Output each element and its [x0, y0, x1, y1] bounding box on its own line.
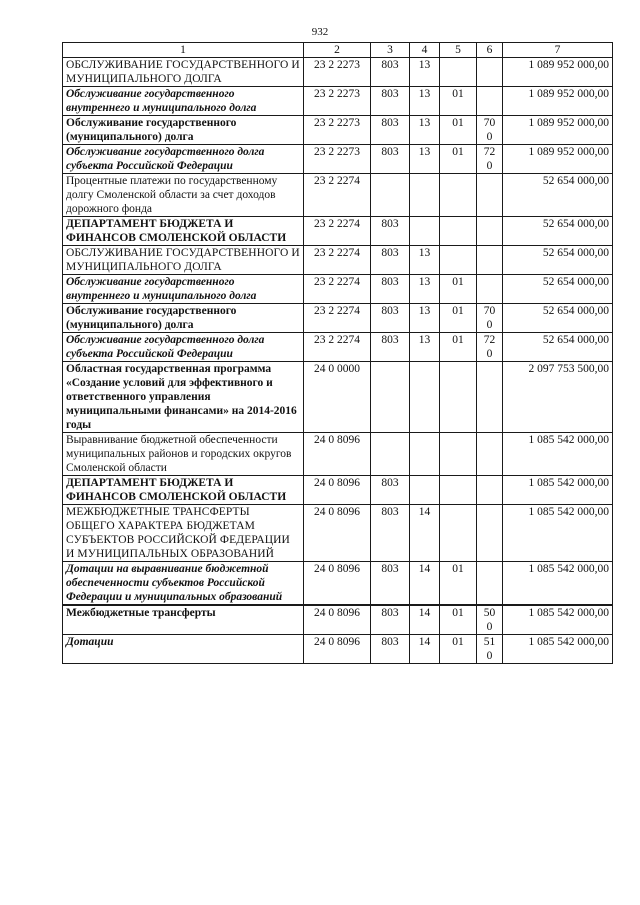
target-article-code: 23 2 2274 [304, 246, 371, 275]
ministry-code: 803 [371, 635, 410, 664]
ministry-code: 803 [371, 217, 410, 246]
subsection-code [440, 58, 477, 87]
table-row [63, 605, 613, 635]
amount: 1 089 952 000,00 [503, 58, 613, 87]
ministry-code: 803 [371, 246, 410, 275]
section-code: 13 [410, 116, 440, 145]
target-article-code: 23 2 2273 [304, 87, 371, 116]
expense-type-code [477, 562, 503, 606]
table-row [63, 246, 613, 275]
ministry-code [371, 433, 410, 476]
ministry-code [371, 174, 410, 217]
expense-type-code [477, 505, 503, 562]
table-row [63, 505, 613, 562]
amount: 52 654 000,00 [503, 304, 613, 333]
column-header: 1 [63, 43, 304, 58]
amount: 2 097 753 500,00 [503, 362, 613, 433]
page-number: 932 [311, 26, 329, 38]
amount: 1 089 952 000,00 [503, 116, 613, 145]
ministry-code: 803 [371, 476, 410, 505]
column-header: 2 [304, 43, 371, 58]
section-code: 13 [410, 304, 440, 333]
expense-type-code: 72 0 [477, 333, 503, 362]
expense-type-code [477, 87, 503, 116]
row-name: Дотации [63, 635, 304, 664]
subsection-code [440, 174, 477, 217]
ministry-code: 803 [371, 58, 410, 87]
row-name: Дотации на выравнивание бюджетной обеспеченности субъектов Российской Федерации и муниципальных образований [63, 562, 304, 606]
target-article-code: 24 0 8096 [304, 605, 371, 635]
row-name: Обслуживание государственного долга субъекта Российской Федерации [63, 145, 304, 174]
amount: 1 085 542 000,00 [503, 476, 613, 505]
expense-type-code [477, 476, 503, 505]
table-row [63, 58, 613, 87]
amount: 52 654 000,00 [503, 333, 613, 362]
amount: 1 089 952 000,00 [503, 145, 613, 174]
target-article-code: 24 0 8096 [304, 635, 371, 664]
subsection-code: 01 [440, 275, 477, 304]
row-name: Обслуживание государственного долга субъекта Российской Федерации [63, 333, 304, 362]
subsection-code: 01 [440, 116, 477, 145]
target-article-code: 23 2 2273 [304, 116, 371, 145]
section-code [410, 362, 440, 433]
subsection-code: 01 [440, 562, 477, 606]
target-article-code: 24 0 0000 [304, 362, 371, 433]
amount: 1 085 542 000,00 [503, 562, 613, 606]
table-row [63, 333, 613, 362]
section-code: 13 [410, 333, 440, 362]
target-article-code: 24 0 8096 [304, 433, 371, 476]
section-code: 13 [410, 246, 440, 275]
expense-type-code: 70 0 [477, 304, 503, 333]
table-row [63, 476, 613, 505]
table-row [63, 275, 613, 304]
section-code: 14 [410, 505, 440, 562]
subsection-code: 01 [440, 145, 477, 174]
subsection-code: 01 [440, 304, 477, 333]
expense-type-code [477, 362, 503, 433]
ministry-code: 803 [371, 145, 410, 174]
subsection-code: 01 [440, 635, 477, 664]
subsection-code [440, 362, 477, 433]
header-row [63, 43, 613, 58]
section-code: 13 [410, 58, 440, 87]
budget-table [62, 42, 613, 664]
target-article-code: 23 2 2273 [304, 58, 371, 87]
expense-type-code [477, 217, 503, 246]
section-code: 13 [410, 87, 440, 116]
table-row [63, 635, 613, 664]
section-code [410, 217, 440, 246]
ministry-code: 803 [371, 87, 410, 116]
target-article-code: 23 2 2274 [304, 217, 371, 246]
row-name: ДЕПАРТАМЕНТ БЮДЖЕТА И ФИНАНСОВ СМОЛЕНСКОЙ ОБЛАСТИ [63, 476, 304, 505]
row-name: Областная государственная программа «Создание условий для эффективного и ответственного управления муниципальными финансами» на 2014-2016 годы [63, 362, 304, 433]
row-name: ДЕПАРТАМЕНТ БЮДЖЕТА И ФИНАНСОВ СМОЛЕНСКОЙ ОБЛАСТИ [63, 217, 304, 246]
ministry-code: 803 [371, 304, 410, 333]
section-code: 14 [410, 562, 440, 606]
amount: 1 089 952 000,00 [503, 87, 613, 116]
amount: 1 085 542 000,00 [503, 505, 613, 562]
table-row [63, 145, 613, 174]
target-article-code: 23 2 2274 [304, 333, 371, 362]
column-header: 4 [410, 43, 440, 58]
section-code: 14 [410, 605, 440, 635]
expense-type-code: 70 0 [477, 116, 503, 145]
target-article-code: 23 2 2274 [304, 304, 371, 333]
ministry-code: 803 [371, 275, 410, 304]
section-code [410, 433, 440, 476]
amount: 1 085 542 000,00 [503, 605, 613, 635]
row-name: Обслуживание государственного (муниципального) долга [63, 116, 304, 145]
table-row [63, 174, 613, 217]
subsection-code [440, 433, 477, 476]
amount: 1 085 542 000,00 [503, 433, 613, 476]
column-header: 6 [477, 43, 503, 58]
table-row [63, 433, 613, 476]
table-row [63, 217, 613, 246]
row-name: Межбюджетные трансферты [63, 605, 304, 635]
ministry-code: 803 [371, 333, 410, 362]
ministry-code: 803 [371, 505, 410, 562]
subsection-code: 01 [440, 605, 477, 635]
expense-type-code [477, 275, 503, 304]
table-row [63, 304, 613, 333]
subsection-code [440, 246, 477, 275]
ministry-code [371, 362, 410, 433]
subsection-code [440, 476, 477, 505]
row-name: Выравнивание бюджетной обеспеченности муниципальных районов и городских округов Смоленской области [63, 433, 304, 476]
expense-type-code: 51 0 [477, 635, 503, 664]
ministry-code: 803 [371, 116, 410, 145]
expense-type-code: 50 0 [477, 605, 503, 635]
subsection-code: 01 [440, 333, 477, 362]
row-name: Обслуживание государственного (муниципального) долга [63, 304, 304, 333]
amount: 52 654 000,00 [503, 217, 613, 246]
expense-type-code [477, 174, 503, 217]
table-body [63, 58, 613, 664]
table-row [63, 362, 613, 433]
target-article-code: 23 2 2274 [304, 174, 371, 217]
amount: 52 654 000,00 [503, 275, 613, 304]
subsection-code: 01 [440, 87, 477, 116]
row-name: Обслуживание государственного внутреннего и муниципального долга [63, 275, 304, 304]
expense-type-code [477, 246, 503, 275]
target-article-code: 23 2 2273 [304, 145, 371, 174]
target-article-code: 23 2 2274 [304, 275, 371, 304]
subsection-code [440, 505, 477, 562]
subsection-code [440, 217, 477, 246]
section-code: 13 [410, 275, 440, 304]
column-header: 5 [440, 43, 477, 58]
table-row [63, 87, 613, 116]
column-header: 7 [503, 43, 613, 58]
section-code [410, 476, 440, 505]
table-row [63, 116, 613, 145]
row-name: Процентные платежи по государственному долгу Смоленской области за счет доходов дорожного фонда [63, 174, 304, 217]
ministry-code: 803 [371, 605, 410, 635]
section-code: 14 [410, 635, 440, 664]
target-article-code: 24 0 8096 [304, 562, 371, 606]
target-article-code: 24 0 8096 [304, 476, 371, 505]
amount: 52 654 000,00 [503, 246, 613, 275]
row-name: ОБСЛУЖИВАНИЕ ГОСУДАРСТВЕННОГО И МУНИЦИПАЛЬНОГО ДОЛГА [63, 58, 304, 87]
expense-type-code [477, 433, 503, 476]
target-article-code: 24 0 8096 [304, 505, 371, 562]
row-name: МЕЖБЮДЖЕТНЫЕ ТРАНСФЕРТЫ ОБЩЕГО ХАРАКТЕРА БЮДЖЕТАМ СУБЪЕКТОВ РОССИЙСКОЙ ФЕДЕРАЦИИ И МУНИЦИПАЛЬНЫХ ОБРАЗОВАНИЙ [63, 505, 304, 562]
amount: 1 085 542 000,00 [503, 635, 613, 664]
column-header: 3 [371, 43, 410, 58]
ministry-code: 803 [371, 562, 410, 606]
expense-type-code: 72 0 [477, 145, 503, 174]
table-row [63, 562, 613, 606]
expense-type-code [477, 58, 503, 87]
section-code [410, 174, 440, 217]
amount: 52 654 000,00 [503, 174, 613, 217]
row-name: ОБСЛУЖИВАНИЕ ГОСУДАРСТВЕННОГО И МУНИЦИПАЛЬНОГО ДОЛГА [63, 246, 304, 275]
section-code: 13 [410, 145, 440, 174]
row-name: Обслуживание государственного внутреннего и муниципального долга [63, 87, 304, 116]
